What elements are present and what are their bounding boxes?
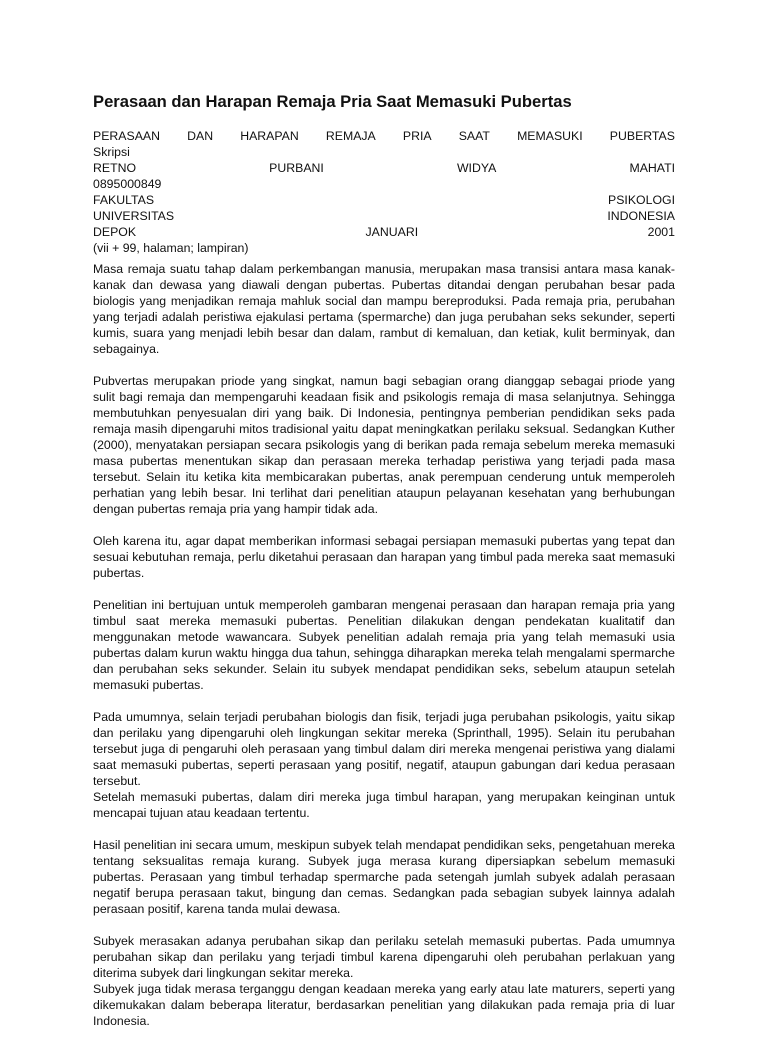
- meta-city: DEPOK: [93, 225, 137, 239]
- meta-month: JANUARI: [365, 225, 419, 239]
- page-title: Perasaan dan Harapan Remaja Pria Saat Memasuki Pubertas: [93, 92, 572, 111]
- meta-author-word: PURBANI: [269, 161, 324, 175]
- meta-university-left: UNIVERSITAS: [93, 209, 175, 223]
- meta-author-word: WIDYA: [456, 161, 497, 175]
- meta-heading-word: PUBERTAS: [609, 129, 675, 143]
- meta-faculty-right: PSIKOLOGI: [608, 193, 675, 207]
- meta-date-line: [93, 224, 675, 240]
- meta-heading-word: HARAPAN: [240, 129, 299, 143]
- meta-heading-word: REMAJA: [325, 129, 376, 143]
- paragraph: Penelitian ini bertujuan untuk memperoleh gambaran mengenai perasaan dan harapan remaja pria yang timbul saat mereka memasuki pubertas. Penelitian dilakukan dengan pendekatan kualitatif dan menggunakan metode wawancara. Subyek penelitian adalah remaja pria yang telah memasuki usia pubertas dalam kurun waktu hingga dua tahun, sehingga diharapkan mereka telah mengalami spermarche dan perubahan seks sekunder. Selain itu subyek mendapat pendidikan seks, sebelum ataupun setelah memasuki pubertas.: [93, 598, 675, 692]
- meta-faculty-line: [93, 192, 675, 208]
- abstract-body: [93, 261, 675, 1045]
- meta-pages: (vii + 99, halaman; lampiran): [93, 241, 249, 255]
- meta-author-word: RETNO: [93, 161, 137, 175]
- paragraph: Oleh karena itu, agar dapat memberikan informasi sebagai persiapan memasuki pubertas yang tepat dan sesuai kebutuhan remaja, perlu diketahui perasaan dan harapan yang timbul pada mereka saat memasuki pubertas.: [93, 534, 675, 580]
- paragraph: Pubvertas merupakan priode yang singkat, namun bagi sebagian orang dianggap sebagai priode yang sulit bagi remaja dan mempengaruhi keadaan fisik and psikologis remaja di masa selanjutnya. Sehingga membutuhkan penyesualan diri yang baik. Di Indonesia, pentingnya pemberian pendidikan seks pada remaja masih dipengaruhi mitos tradisional yaitu dapat meningkatkan perilaku seksual. Sedangkan Kuther (2000), menyatakan persiapan secara psikologis yang di berikan pada remaja sebelum mereka memasuki masa pubertas menentukan sikap dan perasaan mereka terhadap peristiwa yang terjadi pada masa tersebut. Selain itu ketika kita membicarakan pubertas, anak perempuan cenderung untuk memperoleh perhatian yang lebih besar. Ini terlihat dari penelitian ataupun pelayanan kesehatan yang berhubungan dengan pubertas remaja pria yang hampir tidak ada.: [93, 374, 675, 516]
- paragraph: Subyek juga tidak merasa terganggu dengan keadaan mereka yang early atau late maturers, seperti yang dikemukakan dalam beberapa literatur, berdasarkan penelitian yang dilakukan pada remaja pria di luar Indonesia.: [93, 982, 675, 1028]
- meta-heading-word: DAN: [187, 129, 214, 143]
- meta-author-line: [93, 160, 675, 176]
- meta-heading-word: SAAT: [458, 129, 490, 143]
- meta-heading-word: PERASAAN: [93, 129, 160, 143]
- paragraph: Pada umumnya, selain terjadi perubahan biologis dan fisik, terjadi juga perubahan psikologis, yaitu sikap dan perilaku yang dipengaruhi oleh lingkungan sekitar mereka (Sprinthall, 1995). Selain itu perubahan tersebut juga di pengaruhi oleh perasaan yang timbul dalam diri mereka mengenai peristiwa yang dialami saat memasuki pubertas, seperti perasaan yang positif, negatif, ataupun gabungan dari kedua perasaan tersebut.: [93, 710, 675, 788]
- meta-student-id: 0895000849: [93, 177, 162, 191]
- thesis-meta: [93, 128, 675, 256]
- meta-heading-word: PRIA: [402, 129, 432, 143]
- meta-faculty-left: FAKULTAS: [93, 193, 155, 207]
- paragraph: Setelah memasuki pubertas, dalam diri mereka juga timbul harapan, yang merupakan keinginan untuk mencapai tujuan atau keadaan tertentu.: [93, 790, 675, 820]
- meta-heading-line: [93, 128, 675, 144]
- meta-year: 2001: [647, 225, 675, 239]
- meta-university-right: INDONESIA: [607, 209, 675, 223]
- paragraph: Masa remaja suatu tahap dalam perkembangan manusia, merupakan masa transisi antara masa kanak-kanak dan dewasa yang diawali dengan pubertas. Pubertas ditandai dengan perubahan besar pada biologis yang menjadikan remaja mahluk social dan mampu bereproduksi. Pada remaja pria, perubahan yang terjadi adalah peristiwa ejakulasi pertama (spermarche) dan juga perubahan seks sekunder, seperti kumis, suara yang menjadi lebih besar dan dalam, rambut di kemaluan, dan ketiak, kulit berminyak, dan sebagainya.: [93, 262, 675, 356]
- paragraph: Hasil penelitian ini secara umum, meskipun subyek telah mendapat pendidikan seks, pengetahuan mereka tentang seksualitas remaja kurang. Subyek juga merasa kurang dipersiapkan sebelum memasuki pubertas. Perasaan yang timbul terhadap spermarche pada setengah jumlah subyek adalah perasaan negatif berupa perasaan takut, bingung dan cemas. Sedangkan pada sebagian subyek lainnya adalah perasaan positif, karena tanda mulai dewasa.: [93, 838, 675, 916]
- meta-type: Skripsi: [93, 145, 130, 159]
- meta-author-word: MAHATI: [629, 161, 675, 175]
- paragraph: Subyek merasakan adanya perubahan sikap dan perilaku setelah memasuki pubertas. Pada umumnya perubahan sikap dan perilaku yang terjadi timbul karena dipengaruhi oleh perubahan perlakuan yang diterima subyek dari lingkungan sekitar mereka.: [93, 934, 675, 980]
- meta-university-line: [93, 208, 675, 224]
- meta-heading-word: MEMASUKI: [517, 129, 583, 143]
